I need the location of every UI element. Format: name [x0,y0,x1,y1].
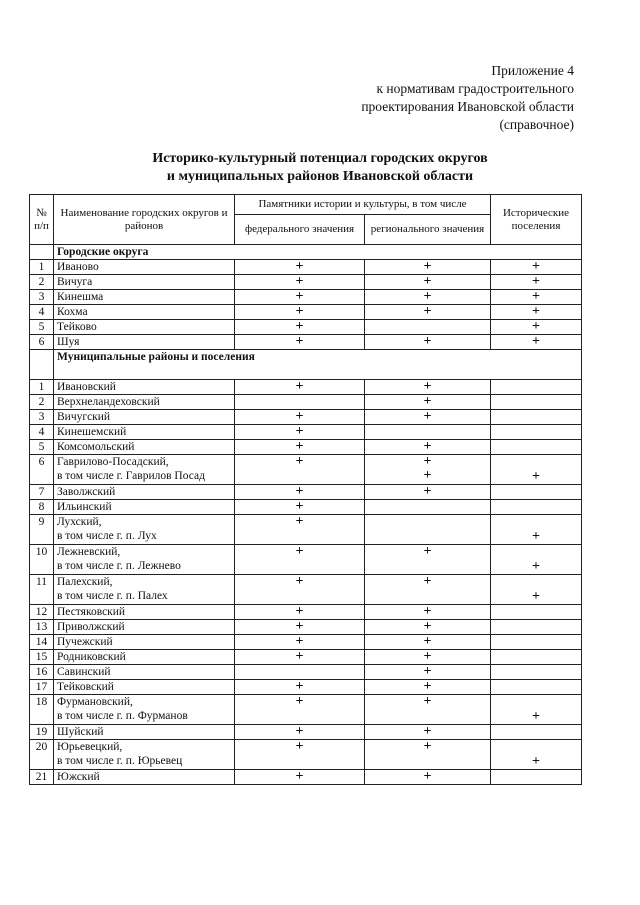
plus-mark: + [532,304,540,319]
historic-mark [491,740,582,770]
row-name-main: Пучежский [57,636,113,648]
header-federal: федерального значения [235,215,365,245]
plus-mark: + [423,664,432,679]
table-row [30,380,582,395]
row-number: 3 [30,410,54,425]
row-name-sub: в том числе г. Гаврилов Посад [57,470,205,482]
row-number: 8 [30,500,54,515]
row-name-main: Иваново [57,261,99,273]
row-number: 21 [30,770,54,785]
regional-mark [365,455,491,485]
regional-mark [365,740,491,770]
federal-mark [235,455,365,485]
federal-mark [235,545,365,575]
regional-mark [365,305,491,320]
federal-mark [235,635,365,650]
table-row [30,395,582,410]
federal-mark [235,260,365,275]
row-name [54,290,235,305]
plus-mark: + [295,259,304,274]
row-number: 1 [30,260,54,275]
federal-mark [235,425,365,440]
regional-mark [365,290,491,305]
plus-mark: + [295,724,304,739]
historic-mark [491,290,582,305]
regional-mark [365,425,491,440]
row-name [54,500,235,515]
row-number: 4 [30,425,54,440]
header-num: № п/п [30,195,54,245]
federal-mark [235,320,365,335]
row-number: 2 [30,395,54,410]
row-name-main: Савинский [57,666,111,678]
row-name-main: Кинешма [57,291,104,303]
title-line-2: и муниципальных районов Ивановской области [166,169,474,184]
plus-mark: + [423,604,432,619]
row-name-main: Пестяковский [57,606,126,618]
table-row [30,305,582,320]
plus-mark: + [295,379,304,394]
table-row [30,320,582,335]
plus-mark: + [295,574,304,589]
regional-mark [365,635,491,650]
table-row [30,485,582,500]
plus-mark: + [295,694,304,709]
row-name-sub: в том числе г. п. Лежнево [57,560,181,572]
row-name [54,335,235,350]
table-row [30,725,582,740]
federal-mark [235,665,365,680]
plus-mark: + [295,334,304,349]
plus-mark: + [532,334,540,349]
plus-mark: + [532,469,540,484]
row-number: 3 [30,290,54,305]
row-number: 11 [30,575,54,605]
appendix-line-3: проектирования Ивановской области [361,99,574,114]
row-name [54,725,235,740]
historic-mark [491,440,582,455]
plus-mark: + [532,274,540,289]
historic-mark [491,620,582,635]
plus-mark: + [423,649,432,664]
row-number: 14 [30,635,54,650]
row-name-main: Вичугский [57,411,111,423]
plus-mark: + [295,454,304,469]
plus-mark: + [295,439,304,454]
row-number: 13 [30,620,54,635]
row-name [54,680,235,695]
federal-mark [235,770,365,785]
row-name-main: Заволжский [57,486,116,498]
plus-mark: + [295,679,304,694]
federal-mark [235,410,365,425]
section-municipal-districts: Муниципальные районы и поселения [54,350,582,380]
table-row [30,500,582,515]
historic-mark [491,575,582,605]
row-number: 12 [30,605,54,620]
table-row [30,575,582,605]
plus-mark: + [532,289,540,304]
regional-mark [365,620,491,635]
historic-mark [491,305,582,320]
row-name [54,260,235,275]
row-name-main: Кохма [57,306,88,318]
row-name [54,305,235,320]
section-spacer [30,350,54,380]
historic-mark [491,650,582,665]
federal-mark [235,725,365,740]
federal-mark [235,620,365,635]
plus-mark: + [423,409,432,424]
row-name-sub: в том числе г. п. Фурманов [57,710,188,722]
historic-mark [491,635,582,650]
row-name [54,545,235,575]
historic-mark [491,335,582,350]
historic-mark [491,500,582,515]
table-body [30,245,582,785]
header-regional: регионального значения [365,215,491,245]
row-number: 2 [30,275,54,290]
table-row [30,515,582,545]
row-name-main: Верхнеландеховский [57,396,160,408]
federal-mark [235,395,365,410]
row-name-main: Родниковский [57,651,126,663]
row-name-main: Ивановский [57,381,116,393]
plus-mark: + [532,559,540,574]
plus-mark: + [423,439,432,454]
plus-mark: + [532,529,540,544]
plus-mark: + [423,394,432,409]
row-name [54,320,235,335]
federal-mark [235,290,365,305]
row-name-main: Кинешемский [57,426,127,438]
plus-mark: + [295,619,304,634]
historic-mark [491,695,582,725]
plus-mark: + [423,304,432,319]
appendix-note [361,62,574,134]
plus-mark: + [423,739,432,754]
plus-mark: + [295,289,304,304]
table-row [30,665,582,680]
plus-mark: + [423,454,432,469]
historic-mark [491,425,582,440]
row-name-main: Приволжский [57,621,125,633]
row-name [54,485,235,500]
historic-mark [491,725,582,740]
plus-mark: + [423,574,432,589]
plus-mark: + [423,679,432,694]
plus-mark: + [423,274,432,289]
row-name [54,425,235,440]
regional-mark [365,275,491,290]
row-name [54,695,235,725]
regional-mark [365,485,491,500]
row-name-main: Лухский, [57,516,102,528]
historic-mark [491,455,582,485]
plus-mark: + [295,409,304,424]
row-number: 18 [30,695,54,725]
row-name-main: Вичуга [57,276,93,288]
plus-mark: + [295,739,304,754]
historic-mark [491,545,582,575]
plus-mark: + [295,604,304,619]
regional-mark [365,695,491,725]
plus-mark: + [423,259,432,274]
regional-mark [365,545,491,575]
historic-mark [491,410,582,425]
row-name-main: Комсомольский [57,441,135,453]
regional-mark [365,380,491,395]
plus-mark: + [423,379,432,394]
regional-mark [365,395,491,410]
regional-mark [365,650,491,665]
federal-mark [235,485,365,500]
plus-mark: + [423,484,432,499]
regional-mark [365,320,491,335]
appendix-line-1: Приложение 4 [491,63,574,78]
plus-mark: + [423,619,432,634]
plus-mark: + [423,634,432,649]
table-row [30,740,582,770]
historic-mark [491,380,582,395]
row-name-main: Южский [57,771,100,783]
regional-mark [365,665,491,680]
plus-mark: + [295,424,304,439]
table-row [30,410,582,425]
regional-mark [365,575,491,605]
row-name-main: Фурмановский, [57,696,133,708]
row-name-main: Тейковский [57,681,114,693]
row-name-main: Шуйский [57,726,104,738]
federal-mark [235,335,365,350]
plus-mark: + [295,274,304,289]
row-name-main: Юрьевецкий, [57,741,123,753]
plus-mark: + [532,709,540,724]
regional-mark [365,515,491,545]
row-number: 6 [30,335,54,350]
regional-mark [365,605,491,620]
row-name [54,515,235,545]
row-name [54,605,235,620]
historic-mark [491,665,582,680]
appendix-line-4: (справочное) [499,117,574,132]
header-monuments: Памятники истории и культуры, в том числе [235,195,491,215]
plus-mark: + [423,724,432,739]
row-name [54,740,235,770]
plus-mark: + [295,319,304,334]
historic-mark [491,395,582,410]
historic-mark [491,320,582,335]
federal-mark [235,740,365,770]
title-line-1: Историко-культурный потенциал городских округов [152,151,488,166]
plus-mark: + [532,319,540,334]
row-name-main: Тейково [57,321,97,333]
table-row [30,275,582,290]
regional-mark [365,440,491,455]
appendix-line-2: к нормативам градостроительного [376,81,574,96]
section-city-districts: Городские округа [54,245,582,260]
row-name-main: Лежневский, [57,546,121,558]
table-row [30,695,582,725]
row-number: 17 [30,680,54,695]
regional-mark [365,770,491,785]
historic-mark [491,515,582,545]
plus-mark: + [295,769,304,784]
table-row [30,425,582,440]
row-name-main: Гаврилово-Посадский, [57,456,169,468]
row-name [54,575,235,605]
header-historic: Исторические поселения [491,195,582,245]
plus-mark: + [423,769,432,784]
plus-mark: + [532,259,540,274]
row-name [54,770,235,785]
federal-mark [235,305,365,320]
historic-mark [491,260,582,275]
row-name [54,620,235,635]
federal-mark [235,680,365,695]
row-name [54,395,235,410]
regional-mark [365,260,491,275]
federal-mark [235,605,365,620]
row-name-sub: в том числе г. п. Юрьевец [57,755,183,767]
table-row [30,650,582,665]
historic-mark [491,770,582,785]
table-row [30,545,582,575]
row-name-sub: в том числе г. п. Лух [57,530,157,542]
federal-mark [235,650,365,665]
row-number: 5 [30,320,54,335]
regional-mark [365,680,491,695]
regional-mark [365,410,491,425]
table-row [30,680,582,695]
row-number: 6 [30,455,54,485]
row-name [54,410,235,425]
federal-mark [235,500,365,515]
plus-mark: + [295,514,304,529]
table-row [30,770,582,785]
plus-mark: + [423,694,432,709]
row-name [54,380,235,395]
row-name [54,275,235,290]
header-name: Наименование городских округов и районов [54,195,235,245]
row-name-main: Ильинский [57,501,112,513]
table-row [30,605,582,620]
row-name [54,440,235,455]
row-number: 20 [30,740,54,770]
table-row [30,335,582,350]
regional-mark [365,500,491,515]
federal-mark [235,575,365,605]
plus-mark: + [295,649,304,664]
federal-mark [235,380,365,395]
row-name [54,455,235,485]
historic-mark [491,275,582,290]
table-row [30,455,582,485]
plus-mark: + [295,634,304,649]
table-row [30,290,582,305]
regional-mark [365,725,491,740]
heritage-table [29,194,582,785]
table-row [30,440,582,455]
plus-mark: + [295,499,304,514]
row-name [54,665,235,680]
plus-mark: + [532,589,540,604]
row-name-main: Палехский, [57,576,113,588]
plus-mark: + [423,334,432,349]
row-number: 19 [30,725,54,740]
row-number: 7 [30,485,54,500]
plus-mark: + [295,544,304,559]
row-name-main: Шуя [57,336,80,348]
table-row [30,635,582,650]
historic-mark [491,605,582,620]
row-number: 9 [30,515,54,545]
plus-mark: + [295,304,304,319]
row-number: 15 [30,650,54,665]
historic-mark [491,485,582,500]
plus-mark: + [532,754,540,769]
row-number: 1 [30,380,54,395]
document-title [0,150,640,186]
row-name [54,650,235,665]
plus-mark: + [423,468,432,483]
section-spacer [30,245,54,260]
table-row [30,620,582,635]
federal-mark [235,440,365,455]
plus-mark: + [423,544,432,559]
row-number: 10 [30,545,54,575]
plus-mark: + [295,484,304,499]
row-number: 16 [30,665,54,680]
row-name [54,635,235,650]
regional-mark [365,335,491,350]
table-row [30,260,582,275]
historic-mark [491,680,582,695]
plus-mark: + [423,289,432,304]
federal-mark [235,275,365,290]
federal-mark [235,515,365,545]
section-row [30,350,582,380]
row-number: 5 [30,440,54,455]
federal-mark [235,695,365,725]
row-name-sub: в том числе г. п. Палех [57,590,168,602]
row-number: 4 [30,305,54,320]
